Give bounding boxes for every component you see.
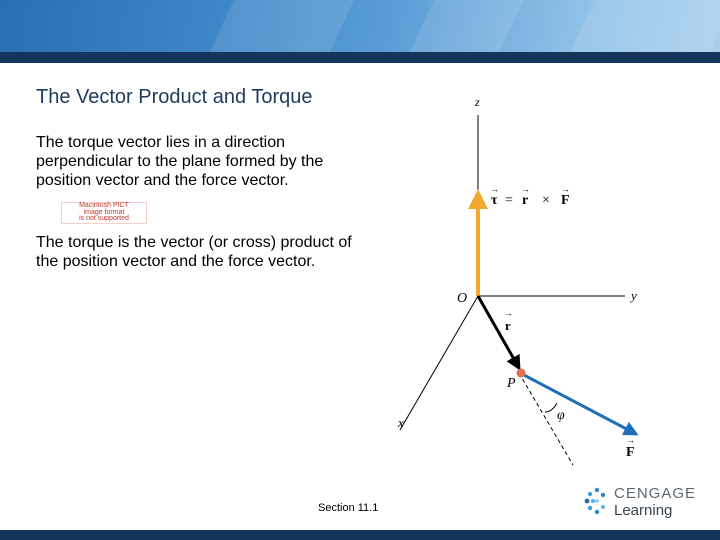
position-vector-arrow: [478, 296, 519, 368]
eq-r: r: [522, 193, 529, 208]
placeholder-line-1: Macintosh PICT: [79, 202, 129, 209]
point-p-label: P: [507, 376, 516, 391]
r-label-arrow: →: [504, 308, 513, 318]
placeholder-line-3: is not supported: [79, 215, 129, 222]
eq-equals: =: [505, 193, 513, 208]
section-label: Section 11.1: [318, 502, 379, 514]
cengage-logo-icon: [583, 487, 611, 517]
footer-rule: [0, 530, 720, 540]
eq-tau: τ: [491, 193, 498, 208]
eq-times: ×: [542, 193, 550, 208]
r-label-text: r: [505, 318, 511, 333]
unsupported-image-placeholder: [61, 202, 147, 224]
angle-arc: [545, 403, 557, 412]
logo-text-learning: Learning: [614, 502, 673, 519]
body-paragraph-1: The torque vector lies in a direction perpendicular to the plane formed by the position vector and the force vector.: [36, 134, 324, 189]
point-p-marker: [517, 369, 526, 378]
x-axis-label: x: [398, 415, 404, 430]
f-vector-label: [626, 435, 635, 460]
r-vector-label: [504, 308, 513, 333]
placeholder-line-2: image format: [83, 208, 125, 216]
logo-text-cengage: CENGAGE: [614, 485, 697, 502]
slide-title: The Vector Product and Torque: [36, 86, 313, 108]
f-label-text: F: [626, 445, 635, 460]
eq-arrow-f: →: [561, 184, 570, 194]
torque-diagram: [380, 90, 680, 470]
z-axis-label: z: [475, 95, 480, 109]
x-axis: [400, 296, 478, 430]
header-banner: [0, 0, 720, 52]
angle-phi-label: φ: [557, 408, 565, 423]
cengage-logo: [583, 485, 697, 521]
eq-arrow-r: →: [521, 184, 530, 194]
eq-arrow-tau: →: [490, 184, 499, 194]
f-label-arrow: →: [626, 435, 635, 445]
torque-equation: [490, 184, 570, 208]
origin-label: O: [457, 291, 468, 306]
header-rule: [0, 52, 720, 63]
body-paragraph-2: The torque is the vector (or cross) product of the position vector and the force vector.: [36, 234, 352, 270]
force-vector-arrow: [522, 374, 636, 434]
y-axis-label: y: [631, 288, 637, 303]
eq-f: F: [561, 193, 570, 208]
